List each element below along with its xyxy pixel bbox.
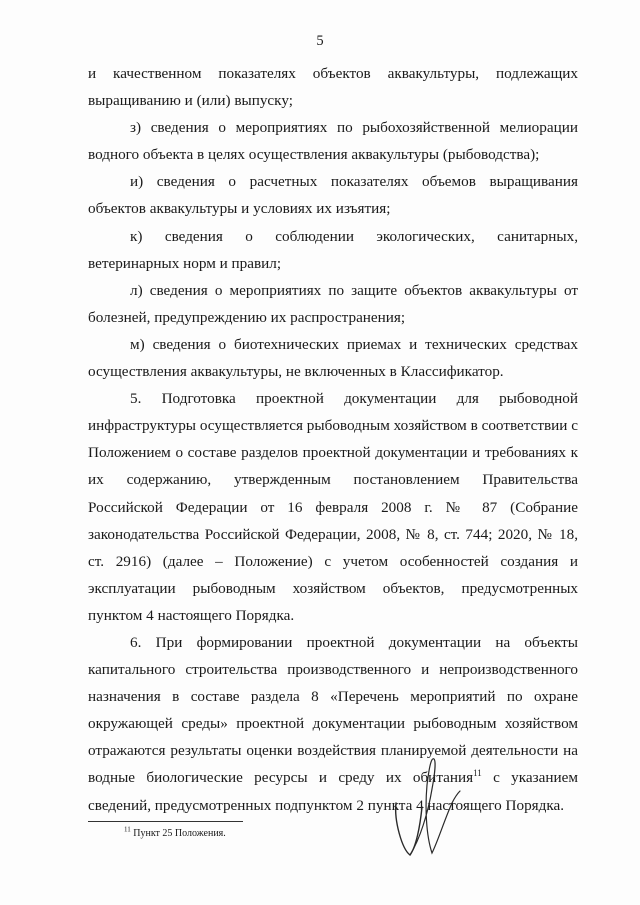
paragraph: 5. Подготовка проектной документации для рыбоводной инфраструктуры осуществляется рыбоводным хозяйством в соответствии с Положением о составе разделов проектной документации и требованиях к их содержанию, утвержденным постановлением Правительства Российской Федерации от 16 февраля 2008 г. № 87 (Собрание законодательства Российской Федерации, 2008, № 8, ст. 744; 2020, № 18, ст. 2916) (далее – Положение) с учетом особенностей создания и эксплуатации рыбоводным хозяйством объектов, предусмотренных пунктом 4 настоящего Порядка. [88, 390, 578, 624]
paragraph-text: 6. При формировании проектной документации на объекты капитального строительства производственного и непроизводственного назначения в составе раздела 8 «Перечень мероприятий по охране окружающей среды» проектной документации рыбоводным хозяйством отражаются результаты оценки воздействия планируемой деятельности на водные биологические ресурсы и среду их обитания [88, 633, 578, 787]
paragraph: и качественном показателях объектов аквакультуры, подлежащих выращиванию и (или) выпуску; [88, 65, 578, 110]
signature-icon [380, 755, 470, 865]
paragraph: и) сведения о расчетных показателях объемов выращивания объектов аквакультуры и условиях их изъятия; [88, 173, 578, 218]
page-number: 5 [316, 33, 324, 49]
body-text [88, 60, 578, 819]
paragraph-text-end: с указанием сведений, предусмотренных подпунктом 2 пункта 4 настоящего Порядка. [88, 769, 578, 814]
paragraph: к) сведения о соблюдении экологических, санитарных, ветеринарных норм и правил; [88, 227, 578, 272]
signature-stroke [410, 759, 460, 855]
paragraph: л) сведения о мероприятиях по защите объектов аквакультуры от болезней, предупреждению их распространения; [88, 281, 578, 326]
footnote-divider [88, 821, 243, 822]
footnote-reference: 11 [473, 768, 482, 779]
footnote [124, 825, 226, 839]
paragraph: м) сведения о биотехнических приемах и технических средствах осуществления аквакультуры, не включенных в Классификатор. [88, 335, 578, 381]
signature-stroke [396, 803, 422, 855]
footnote-number: 11 [124, 825, 131, 834]
paragraph-with-footnote [88, 629, 578, 819]
paragraph: з) сведения о мероприятиях по рыбохозяйственной мелиорации водного объекта в целях осуществления аквакультуры (рыбоводства); [88, 119, 578, 164]
footnote-text: Пункт 25 Положения. [130, 828, 226, 839]
